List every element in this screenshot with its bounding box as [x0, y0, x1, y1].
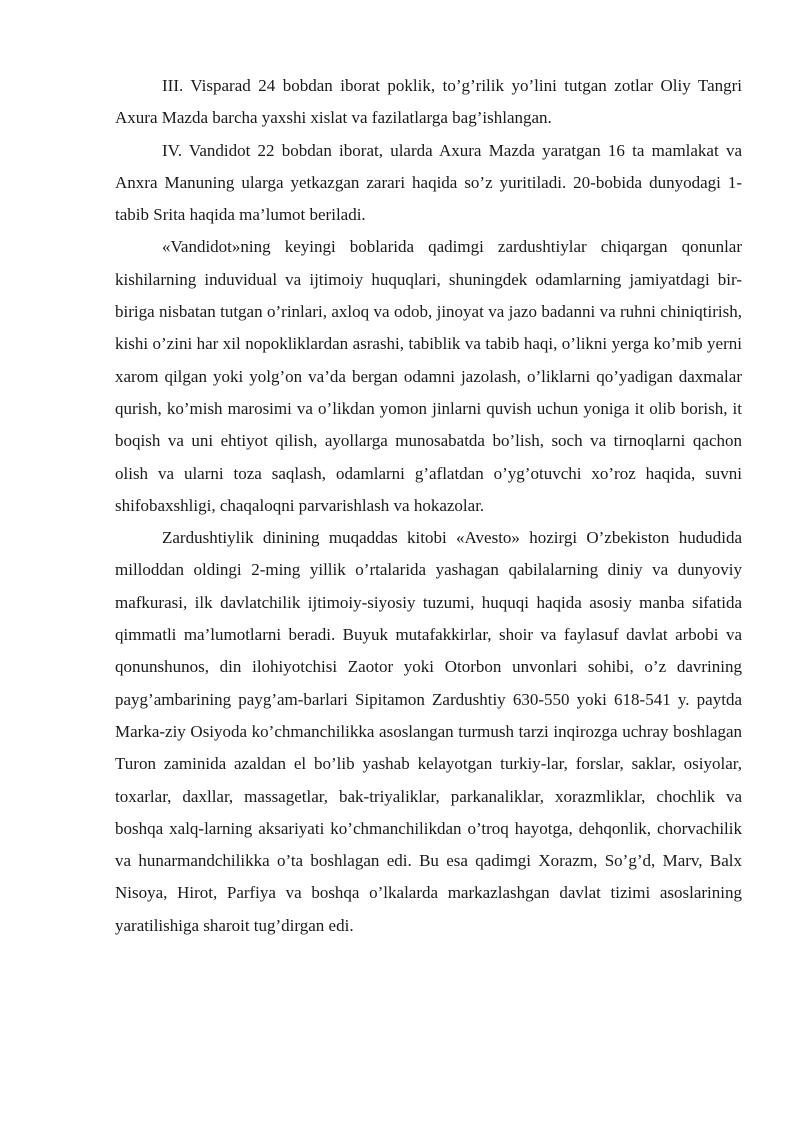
paragraph-vandidot: IV. Vandidot 22 bobdan iborat, ularda Axura Mazda yaratgan 16 ta mamlakat va Anxra Manuning ularga yetkazgan zarari haqida so’z yuritiladi. 20-bobida dunyodagi 1-tabib Srita haqida ma’lumot beriladi.	[115, 140, 742, 225]
document-page	[115, 70, 742, 942]
paragraph-vandidot-laws: «Vandidot»ning keyingi boblarida qadimgi zardushtiylar chiqargan qonunlar kishilarning induvidual va ijtimoiy huquqlari, shuningdek odamlarning jamiyatdagi bir-biriga nisbatan tutgan o’rinlari, axloq va odob, jinoyat va jazo badanni va ruhni chiniqtirish, kishi o’zini har xil nopokliklardan asrashi, tabiblik va tabib haqi, o’likni yerga ko’mib yerni xarom qilgan yoki yolg’on va’da bergan odamni jazolash, o’liklarni qo’yadigan daxmalar qurish, ko’mish marosimi va o’likdan yomon jinlarni quvish uchun yoniga it olib borish, it boqish va uni ehtiyot qilish, ayollarga munosabatda bo’lish, soch va tirnoqlarni qachon olish va ularni toza saqlash, odamlarni g’aflatdan o’yg’otuvchi xo’roz haqida, suvni shifobaxshligi, chaqaloqni parvarishlash va hokazolar.	[115, 237, 742, 515]
paragraph-avesto-significance: Zardushtiylik dinining muqaddas kitobi «Avesto» hozirgi O’zbekiston hududida milloddan oldingi 2-ming yillik o’rtalarida yashagan qabilalarning diniy va dunyoviy mafkurasi, ilk davlatchilik ijtimoiy-siyosiy tuzumi, huquqi haqida asosiy manba sifatida qimmatli ma’lumotlarni beradi. Buyuk mutafakkirlar, shoir va faylasuf davlat arbobi va qonunshunos, din ilohiyotchisi Zaotor yoki Otorbon unvonlari sohibi, o’z davrining payg’ambarining payg’am-barlari Sipitamon Zardushtiy 630-550 yoki 618-541 y. paytda Marka-ziy Osiyoda ko’chmanchilikka asoslangan turmush tarzi inqirozga uchray boshlagan Turon zaminida azaldan el bo’lib yashab kelayotgan turkiy-lar, forslar, saklar, osiyolar, toxarlar, daxllar, massagetlar, bak-triyaliklar, parkanaliklar, xorazmliklar, chochlik va boshqa xalq-larning aksariyati ko’chmanchilikdan o’troq hayotga, dehqonlik, chorvachilik va hunarmandchilikka o’ta boshlagan edi. Bu esa qadimgi Xorazm, So’g’d, Marv, Balx Nisoya, Hirot, Parfiya va boshqa o’lkalarda markazlashgan davlat tizimi asoslarining yaratilishiga sharoit tug’dirgan edi.	[115, 528, 742, 935]
paragraph-visparad: III. Visparad 24 bobdan iborat poklik, to’g’rilik yo’lini tutgan zotlar Oliy Tangri Axura Mazda barcha yaxshi xislat va fazilatlarga bag’ishlangan.	[115, 76, 742, 128]
